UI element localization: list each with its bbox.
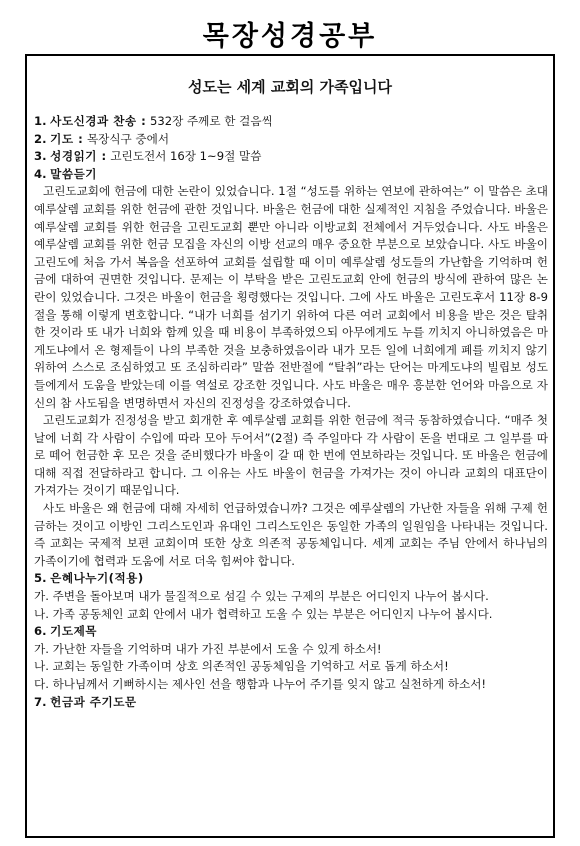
application-item: 나. 가족 공동체인 교회 안에서 내가 협력하고 도울 수 있는 부분은 어디인지 나누어 봅시다.	[34, 606, 493, 621]
sermon-paragraph	[34, 500, 548, 570]
section-hymn	[34, 113, 548, 131]
section-number: 7.	[34, 694, 47, 709]
section-label: 사도신경과 찬송 :	[50, 114, 147, 128]
study-content	[34, 113, 548, 711]
section-reading	[34, 148, 548, 166]
sermon-paragraph-text: 사도 바울은 왜 헌금에 대해 자세히 언급하였습니까? 그것은 예루살렘의 가난한 자들을 위해 구제 헌금하는 것이고 이방인 그리스도인과 유대인 그리스도인은 동일한 가족의 일원임을 나타내는 것입니다. 즉 교회는 국제적 보편 교회이며 또한 상호 의존적 공동체입니다. 세계 교회는 주님 안에서 하나님의 가족이기에 협력과 도움에 서로 더욱 힘써야 합니다.	[34, 501, 548, 568]
page-title: 목장성경공부	[202, 21, 378, 52]
prayer-item: 다. 하나님께서 기뻐하시는 제사인 선을 행함과 나누어 주기를 잊지 않고 실천하게 하소서!	[34, 677, 487, 691]
sermon-title: 성도는 세계 교회의 가족입니다	[187, 78, 393, 96]
section-sermon	[34, 166, 548, 184]
sermon-paragraph-text: 고린도교회에 헌금에 대한 논란이 있었습니다. 1절 “성도를 위하는 연보에 관하여는” 이 말씀은 초대 예루살렘 교회를 위한 헌금에 관한 것입니다. 바울은 헌금에 대한 실제적인 지침을 주었습니다. 바울은 예루살렘 교회를 위한 헌금을 고린도교회 뿐만 아니라 이방교회 전체에서 거두었습니다. 사도 바울은 예루살렘 교회를 위한 헌금 모집을 자신의 이방 선교의 매우 중요한 부분으로 보았습니다. 사도 바울이 고린도에 처음 가서 복음을 선포하여 교회를 설립할 때 이미 예루살렘 성도들의 가난함을 기억하며 헌금에 대하여 권면한 것입니다. 문제는 이 부탁을 받은 고린도교회 안에 헌금의 방식에 관하여 많은 논란이 있었습니다. 그것은 바울이 헌금을 횡령했다는 것입니다. 그에 사도 바울은 고린도후서 11장 8-9절을 통해 이렇게 변호합니다. “내가 너희를 섬기기 위하여 다른 여러 교회에서 비용을 받은 것은 탈취한 것이라 또 내가 너희와 함께 있을 때 비용이 부족하였으되 아무에게도 누를 끼치지 아니하였음은 마게도냐에서 온 형제들이 나의 부족한 것을 보충하였음이라 내가 모든 일에 너희에게 폐를 끼치지 않기 위하여 스스로 조심하였고 또 조심하리라” 말씀 전반절에 “탈취”라는 단어는 마게도냐의 빌립보 성도들에게서 도움을 받았는데 이를 역설로 강조한 것입니다. 사도 바울은 매우 흥분한 언어와 마음으로 자신의 참 사도됨을 변명하면서 자신의 진정성을 강조하였습니다.	[34, 184, 548, 410]
section-prayer	[34, 131, 548, 149]
study-sheet	[25, 54, 555, 838]
section-number: 6.	[34, 624, 47, 639]
section-number: 4.	[34, 166, 47, 181]
section-label: 헌금과 주기도문	[50, 694, 137, 709]
section-label: 말씀듣기	[50, 166, 97, 181]
section-application	[34, 570, 548, 588]
section-number: 1.	[34, 114, 47, 128]
sermon-body	[34, 183, 548, 570]
section-offering	[34, 694, 548, 712]
section-label: 은혜나누기(적용)	[50, 571, 144, 586]
section-label: 성경읽기 :	[50, 149, 107, 164]
sermon-paragraph	[34, 412, 548, 500]
application-item: 가. 주변을 돌아보며 내가 물질적으로 섬길 수 있는 구제의 부분은 어디인지 나누어 봅시다.	[34, 589, 489, 604]
section-text: 532장 주께로 한 걸음씩	[149, 114, 273, 128]
section-text: 목장식구 중에서	[86, 131, 170, 146]
prayer-item: 가. 가난한 자들을 기억하며 내가 가진 부분에서 도울 수 있게 하소서!	[34, 641, 382, 656]
prayer-item: 나. 교회는 동일한 가족이며 상호 의존적인 공동체임을 기억하고 서로 돕게 하소서!	[34, 659, 449, 674]
section-label: 기도 :	[50, 131, 84, 146]
sermon-paragraph	[34, 183, 548, 412]
section-prayer-topics	[34, 623, 548, 641]
section-number: 3.	[34, 149, 47, 164]
section-number: 2.	[34, 131, 47, 146]
sermon-paragraph-text: 고린도교회가 진정성을 받고 회개한 후 예루살렘 교회를 위한 헌금에 적극 동참하였습니다. “매주 첫 날에 너희 각 사람이 수입에 따라 모아 두어서”(2절) 즉 주일마다 각 사람이 돈을 번대로 그 일부를 따로 떼어 헌금한 후 모은 것을 준비했다가 바울이 갈 때 한 번에 연보하라는 것입니다. 또 바울은 헌금에 대해 직접 전달하라고 합니다. 그 이유는 사도 바울이 헌금을 가져가는 것이 아니라 교회의 대표단이 가져가는 것이기 때문입니다.	[34, 413, 548, 498]
section-text: 고린도전서 16장 1~9절 말씀	[110, 149, 262, 164]
section-number: 5.	[34, 571, 47, 586]
section-label: 기도제목	[50, 624, 97, 639]
